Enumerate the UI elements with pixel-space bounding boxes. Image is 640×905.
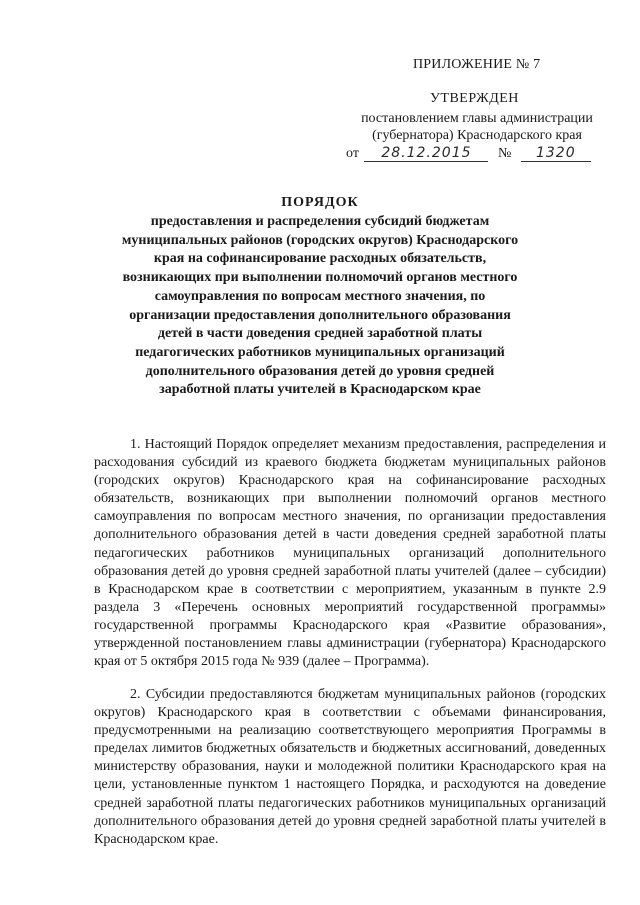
approval-date-number [346,146,591,162]
paragraph-2: 2. Субсидии предоставляются бюджетам муниципальных районов (городских округов) Краснодарского края в соответствии с объемами финансирования, предусмотренными на реализацию соответствующего мероприятия Программы в пределах лимитов бюджетных обязательств и бюджетных ассигнований, доведенных министерству образования, науки и молодежной политики Краснодарского края на цели, установленные пунктом 1 настоящего Порядка, и расходуются на доведение средней заработной платы педагогических работников муниципальных организаций дополнительного образования детей до уровня средней заработной платы учителей в Краснодарском крае. [94,687,606,847]
document-subtitle: предоставления и распределения субсидий бюджетам муниципальных районов (городских округов) Краснодарского края на софинансирование расходных обязательств, возникающих при выполнении полномочий органов местного самоуправления по вопросам местного значения, по организации предоставления дополнительного образования детей в части доведения средней заработной платы педагогических работников муниципальных организаций дополнительного образования детей до уровня средней заработной платы учителей в Краснодарском крае [121,214,519,398]
paragraph-1: 1. Настоящий Порядок определяет механизм предоставления, распределения и расходования субсидий из краевого бюджета бюджетам муниципальных районов (городских округов) Краснодарского края на софинансирование расходных обязательств, возникающих при выполнении полномочий органов местного самоуправления по вопросам местного значения, по организации предоставления дополнительного образования детей в части доведения средней заработной платы педагогических работников муниципальных организаций дополнительного образования детей до уровня средней заработной платы учителей (далее – субсидии) в Краснодарском крае в соответствии с мероприятием, указанным в пункте 2.9 раздела 3 «Перечень основных мероприятий государственной программы» государственной программы Краснодарского края «Развитие образования», утвержденной постановлением главы администрации (губернатора) Краснодарского края от 5 октября 2015 года № 939 (далее – Программа). [94,437,606,670]
number-prefix: № [497,146,512,161]
approved-by-line-2: (губернатора) Краснодарского края [372,128,582,143]
approved-by-line-1: постановлением главы администрации [361,111,593,126]
document-title: ПОРЯДОК [281,195,359,210]
approved-stamp: УТВЕРЖДЕН [430,91,519,106]
handwritten-date: 28.12.2015 [364,146,488,162]
handwritten-number: 1320 [521,146,591,162]
date-prefix: от [346,146,359,161]
appendix-label: ПРИЛОЖЕНИЕ № 7 [413,57,541,72]
